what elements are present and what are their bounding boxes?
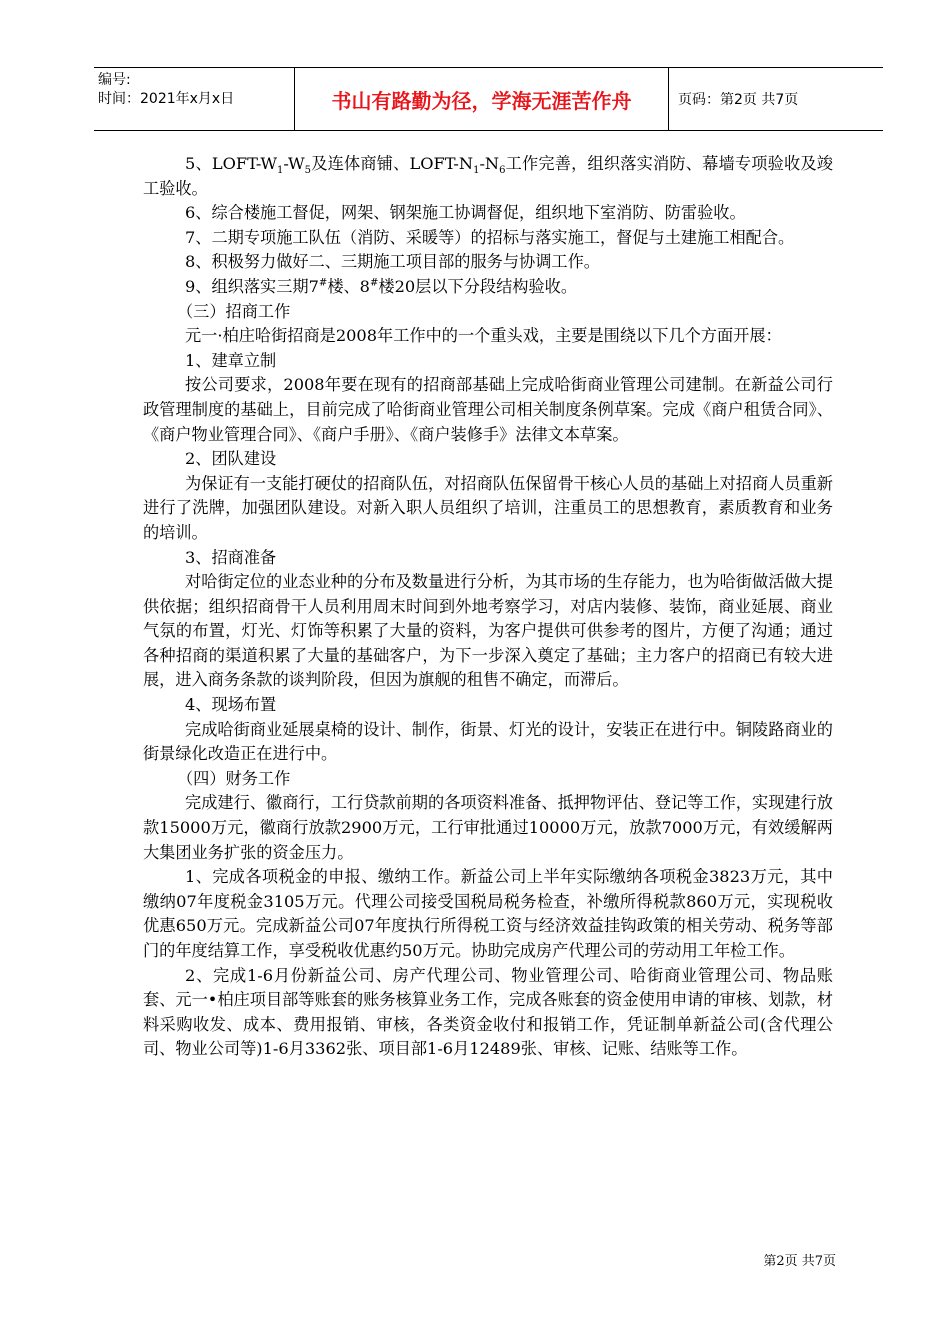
- subsection-heading: 2、团队建设: [185, 449, 277, 469]
- document-header: [94, 67, 883, 131]
- date-label: 时间：2021年x月x日: [98, 91, 235, 107]
- header-meta-cell: [94, 68, 294, 130]
- paragraph: 1、完成各项税金的申报、缴纳工作。新益公司上半年实际缴纳各项税金3823万元，其中缴纳07年度税金3105万元。代理公司接受国税局税务检查，补缴所得税款860万元，实现税收优惠650万元。完成新益公司07年度执行所得税工资与经济效益挂钩政策的相关劳动、税务等部门的年度结算工作，享受税收优惠约50万元。协助完成房产代理公司的劳动用工年检工作。: [143, 867, 833, 960]
- paragraph: 对哈街定位的业态业种的分布及数量进行分析，为其市场的生存能力，也为哈街做活做大提供依据；组织招商骨干人员利用周末时间到外地考察学习，对店内装修、装饰，商业延展、商业气氛的布置，灯光、灯饰等积累了大量的资料，为客户提供可供参考的图片，方便了沟通；通过各种招商的渠道积累了大量的基础客户，为下一步深入奠定了基础；主力客户的招商已有较大进展，进入商务条款的谈判阶段，但因为旗舰的租售不确定，而滞后。: [143, 572, 833, 690]
- loft-text-2: -W: [283, 154, 305, 173]
- nine-text-2: 楼、8: [327, 276, 370, 296]
- paragraph: 完成建行、徽商行，工行贷款前期的各项资料准备、抵押物评估、登记等工作，实现建行放款15000万元，徽商行放款2900万元，工行审批通过10000万元，放款7000万元，有效缓解两大集团业务扩张的资金压力。: [143, 793, 833, 862]
- paragraph: 按公司要求，2008年要在现有的招商部基础上完成哈街商业管理公司建制。在新益公司行政管理制度的基础上，目前完成了哈街商业管理公司相关制度条例草案。完成《商户租赁合同》、《商户物业管理合同》、《商户手册》、《商户装修手》法律文本草案。: [143, 375, 833, 444]
- loft-sub-1: 1: [277, 165, 284, 177]
- loft-text-5: 工作完善，组织落实消防、幕墙专项验收及竣工验收。: [143, 154, 833, 198]
- paragraph: 7、二期专项施工队伍（消防、采暖等）的招标与落实施工，督促与土建施工相配合。: [185, 227, 795, 247]
- paragraph: 8、积极努力做好二、三期施工项目部的服务与协调工作。: [185, 252, 600, 272]
- paragraph: 完成哈街商业延展桌椅的设计、制作，街景、灯光的设计，安装正在进行中。铜陵路商业的街景绿化改造正在进行中。: [143, 719, 833, 764]
- document-body: [143, 152, 833, 1062]
- loft-sub-4: 6: [499, 165, 506, 177]
- paragraph: 元一·柏庄哈街招商是2008年工作中的一个重头戏，主要是围绕以下几个方面开展：: [185, 326, 782, 346]
- subsection-heading: 1、建章立制: [185, 350, 277, 370]
- paragraph-item-nine: [143, 275, 833, 300]
- loft-text-4: -N: [479, 154, 500, 173]
- loft-sub-2: 5: [304, 165, 312, 177]
- section-heading: （三）招商工作: [177, 301, 291, 321]
- paragraph: 2、完成1-6月份新益公司、房产代理公司、物业管理公司、哈街商业管理公司、物品账套、元一•柏庄项目部等账套的账务核算业务工作，完成各账套的资金使用申请的审核、划款，材料采购收发、成本、费用报销、审核，各类资金收付和报销工作，凭证制单新益公司(含代理公司、物业公司等)1-6月3362张、项目部1-6月12489张、审核、记账、结账等工作。: [143, 965, 833, 1059]
- subsection-heading: 3、招商准备: [185, 547, 277, 567]
- nine-text-1: 9、组织落实三期7: [185, 276, 319, 296]
- paragraph-loft: [143, 152, 833, 201]
- header-motto: 书山有路勤为径，学海无涯苦作舟: [294, 68, 669, 130]
- paragraph: 为保证有一支能打硬仗的招商队伍，对招商队伍保留骨干核心人员的基础上对招商人员重新进行了洗牌，加强团队建设。对新入职人员组织了培训，注重员工的思想教育，素质教育和业务的培训。: [143, 473, 833, 542]
- header-page-label: 页码：第2页 共7页: [678, 92, 799, 108]
- number-label: 编号:: [98, 72, 131, 88]
- subsection-heading: 4、现场布置: [185, 695, 277, 715]
- section-heading: （四）财务工作: [177, 768, 291, 788]
- nine-text-3: 楼20层以下分段结构验收。: [378, 276, 578, 296]
- page-footer: 第2页 共7页: [763, 1254, 836, 1269]
- paragraph: 6、综合楼施工督促，网架、钢架施工协调督促，组织地下室消防、防雷验收。: [185, 203, 746, 223]
- loft-sub-3: 1: [473, 165, 480, 177]
- loft-text-3: 及连体商铺、LOFT-N: [311, 154, 474, 173]
- nine-sup-2: #: [370, 277, 379, 289]
- nine-sup-1: #: [318, 277, 328, 289]
- loft-text-1: 5、LOFT-W: [185, 154, 278, 173]
